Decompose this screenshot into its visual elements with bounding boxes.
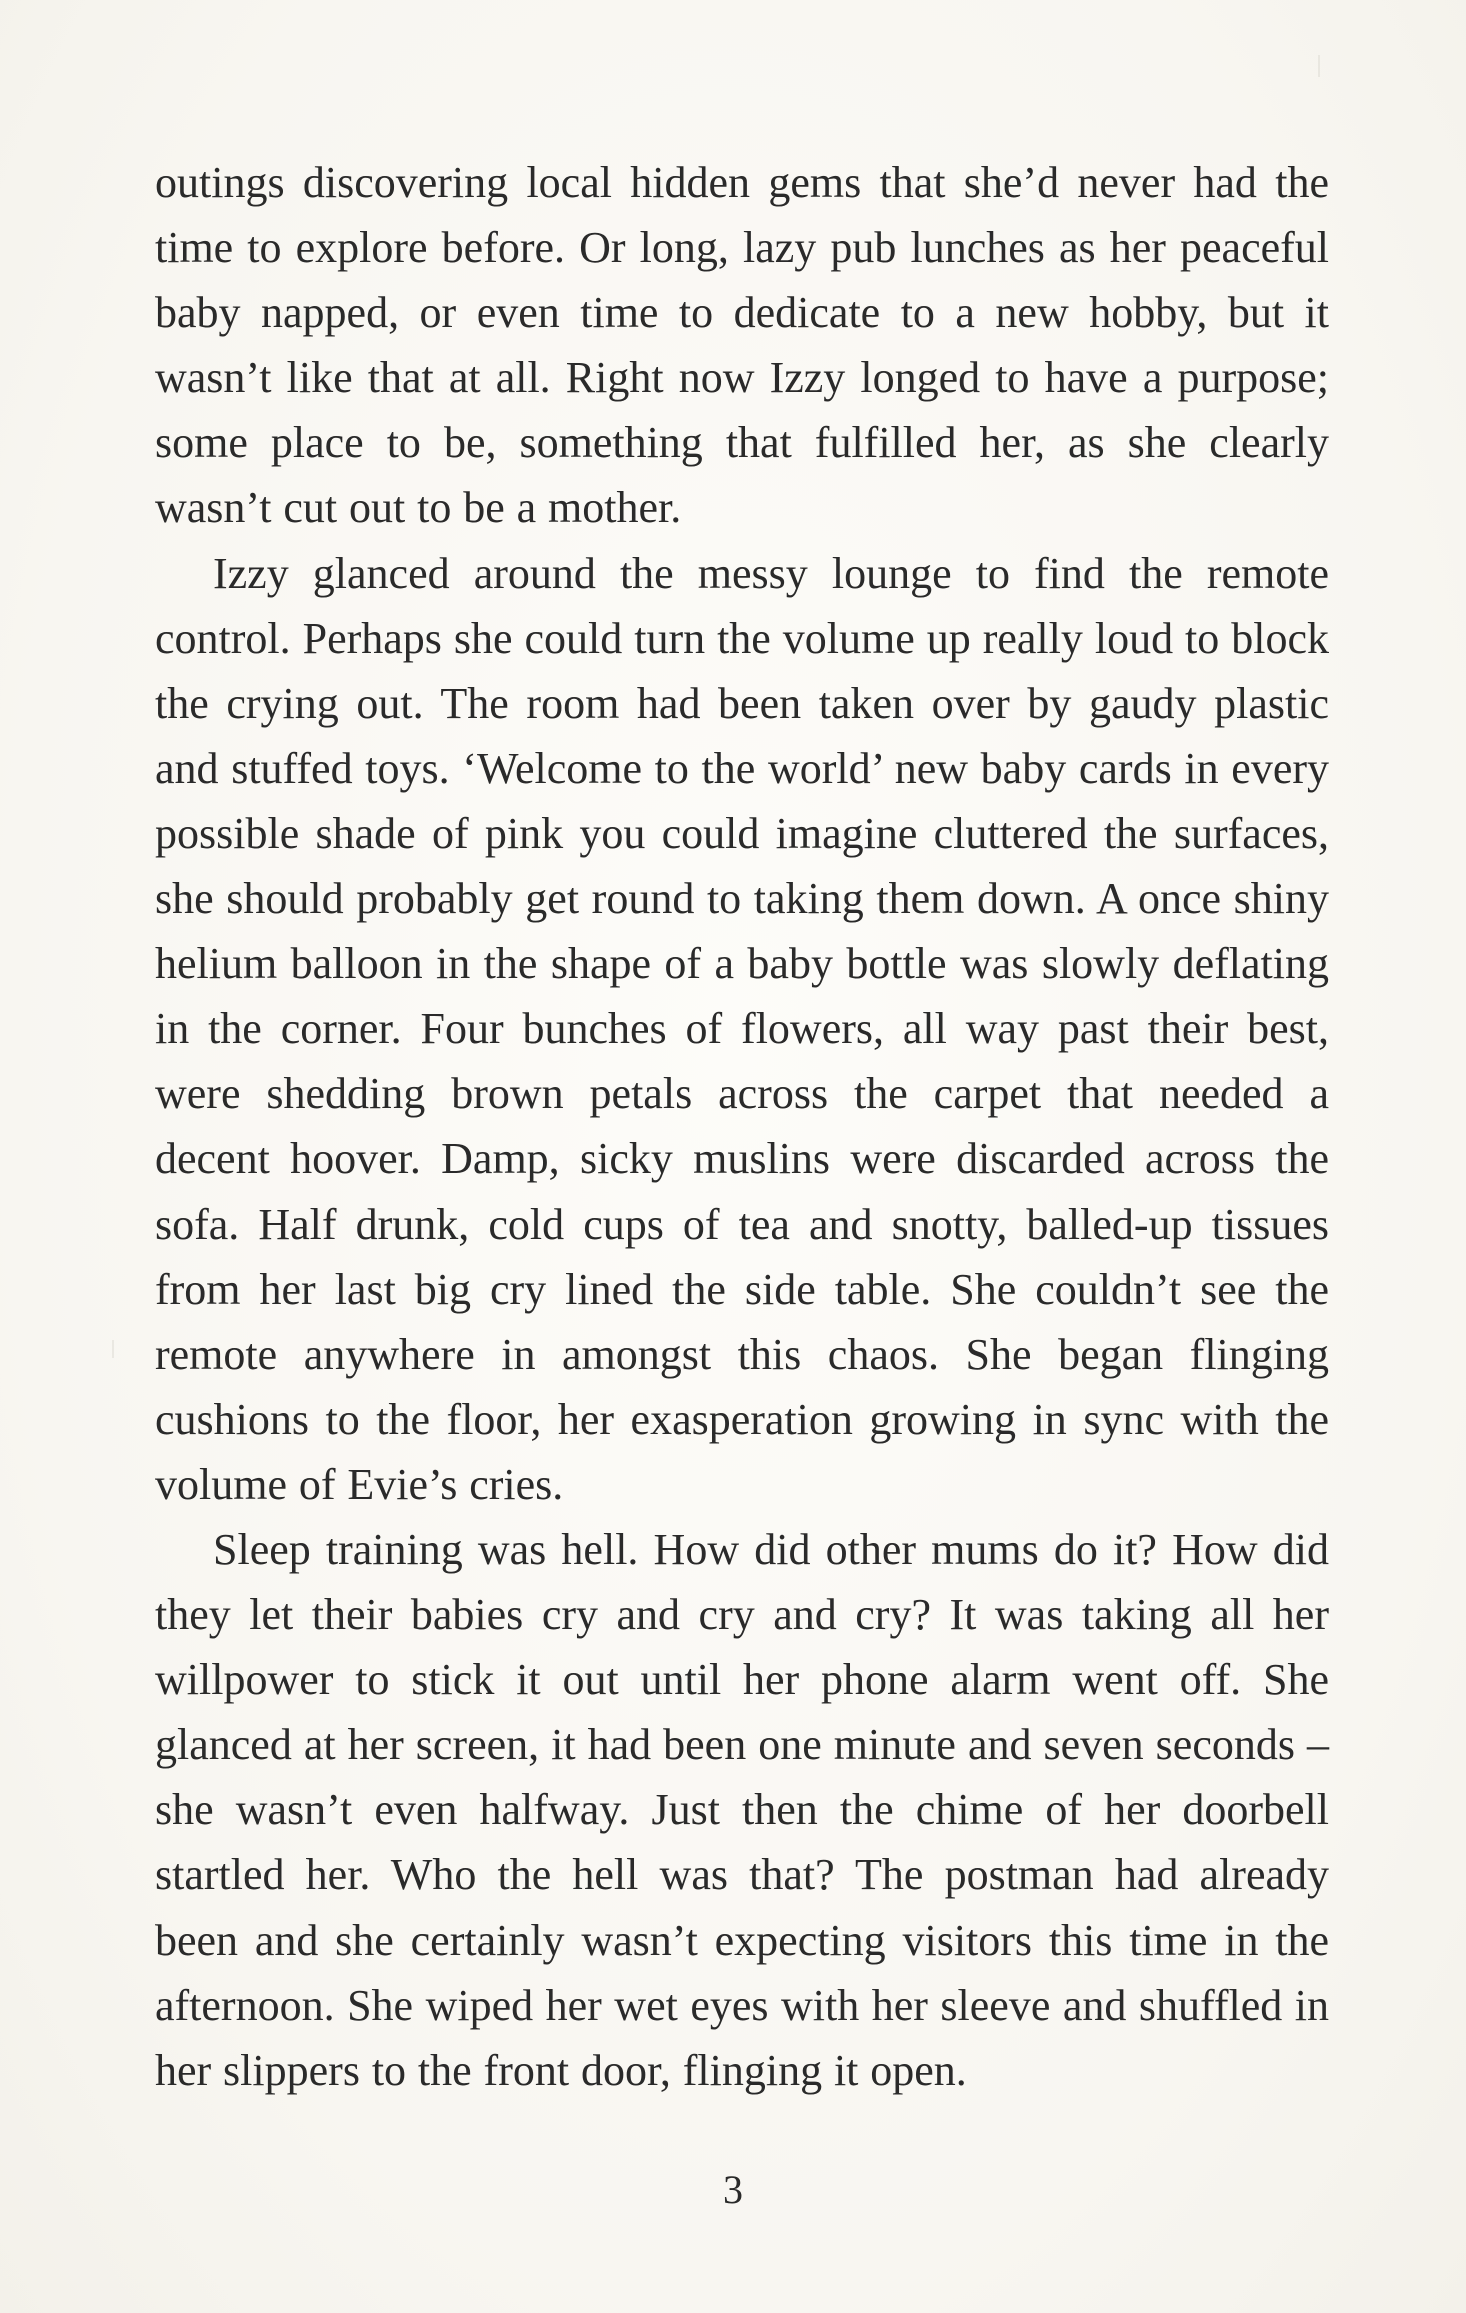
paragraph-2: Izzy glanced around the messy lounge to find the remote control. Perhaps she could turn the volume up really loud to block the crying out. The room had been taken over by gaudy plastic and stuffed toys. ‘Welcome to the world’ new baby cards in every possible shade of pink you could imagine cluttered the surfaces, she should probably get round to taking them down. A once shiny helium balloon in the shape of a baby bottle was slowly deflating in the corner. Four bunches of flowers, all way past their best, were shedding brown petals across the carpet that needed a decent hoover. Damp, sicky muslins were discarded across the sofa. Half drunk, cold cups of tea and snotty, balled-up tissues from her last big cry lined the side table. She couldn’t see the remote anywhere in amongst this chaos. She began flinging cushions to the floor, her exasperation growing in sync with the volume of Evie’s cries. — [155, 548, 1329, 1509]
paragraph-1: outings discovering local hidden gems that she’d never had the time to explore before. Or long, lazy pub lunches as her peaceful baby napped, or even time to dedicate to a new hobby, but it wasn’t like that at all. Right now Izzy longed to have a purpose; some place to be, something that fulfilled her, as she clearly wasn’t cut out to be a mother. — [155, 158, 1329, 533]
page-number: 3 — [723, 2167, 743, 2212]
paragraph-3: Sleep training was hell. How did other mums do it? How did they let their babies cry and cry and cry? It was taking all her willpower to stick it out until her phone alarm went off. She glanced at her screen, it had been one minute and seven seconds – she wasn’t even halfway. Just then the chime of her doorbell startled her. Who the hell was that? The postman had already been and she certainly wasn’t expecting visitors this time in the afternoon. She wiped her wet eyes with her sleeve and shuffled in her slippers to the front door, flinging it open. — [155, 1524, 1329, 2095]
scan-mark — [1318, 55, 1320, 77]
scan-mark — [112, 1340, 114, 1358]
body-text — [155, 150, 1329, 2103]
